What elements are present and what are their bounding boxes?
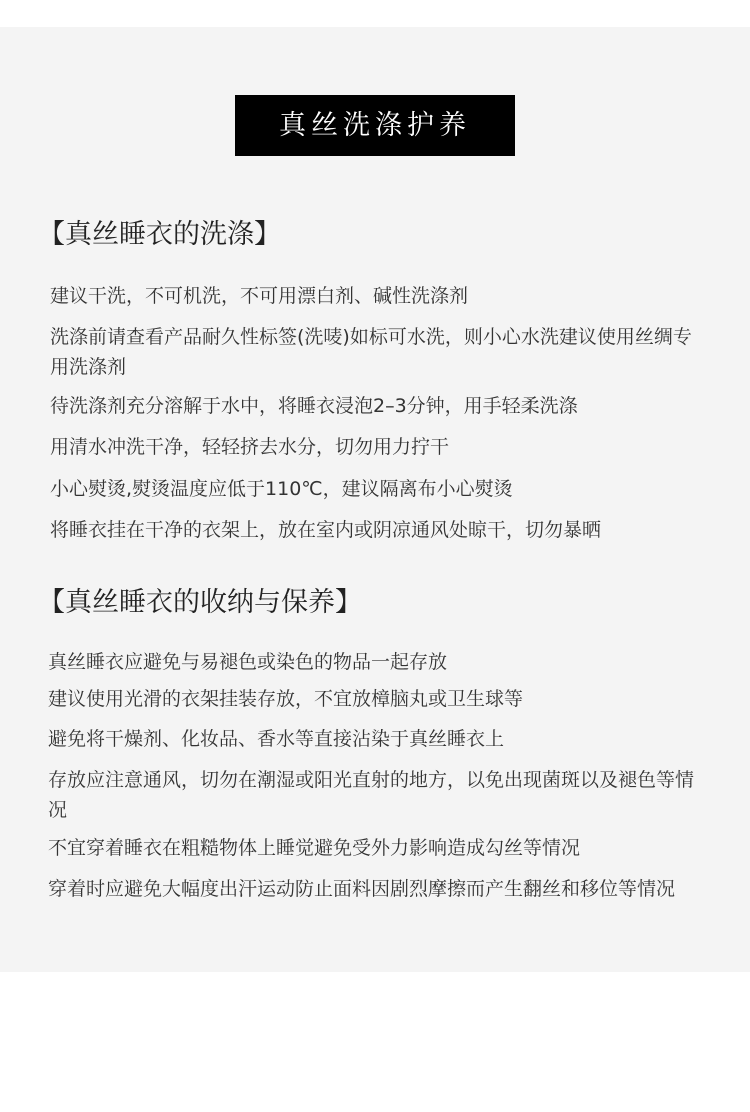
list-item: 将睡衣挂在干净的衣架上，放在室内或阴凉通风处晾干，切勿暴晒 (50, 519, 602, 541)
page-title: 真丝洗涤护养 (235, 95, 515, 156)
list-item: 不宜穿着睡衣在粗糙物体上睡觉避免受外力影响造成勾丝等情况 (48, 837, 581, 859)
list-item: 穿着时应避免大幅度出汗运动防止面料因剧烈摩擦而产生翻丝和移位等情况 (48, 878, 676, 900)
list-item: 用清水冲洗干净，轻轻挤去水分，切勿用力拧干 (50, 436, 450, 458)
list-item: 小心熨烫,熨烫温度应低于110℃，建议隔离布小心熨烫 (50, 478, 513, 500)
list-item: 待洗涤剂充分溶解于水中，将睡衣浸泡2–3分钟，用手轻柔洗涤 (50, 395, 578, 417)
list-item: 建议使用光滑的衣架挂装存放，不宜放樟脑丸或卫生球等 (48, 688, 524, 710)
section-heading-storage: 【真丝睡衣的收纳与保养】 (38, 587, 362, 618)
list-item: 避免将干燥剂、化妆品、香水等直接沾染于真丝睡衣上 (48, 728, 505, 750)
list-item: 洗涤前请查看产品耐久性标签(洗唛)如标可水洗，则小心水洗建议使用丝绸专用洗涤剂 (50, 326, 692, 378)
list-item: 真丝睡衣应避免与易褪色或染色的物品一起存放 (48, 651, 448, 673)
list-item: 存放应注意通风，切勿在潮湿或阳光直射的地方，以免出现菌斑以及褪色等情况 (48, 769, 695, 821)
list-item: 建议干洗，不可机洗，不可用漂白剂、碱性洗涤剂 (50, 285, 469, 307)
section-heading-washing: 【真丝睡衣的洗涤】 (38, 219, 281, 250)
